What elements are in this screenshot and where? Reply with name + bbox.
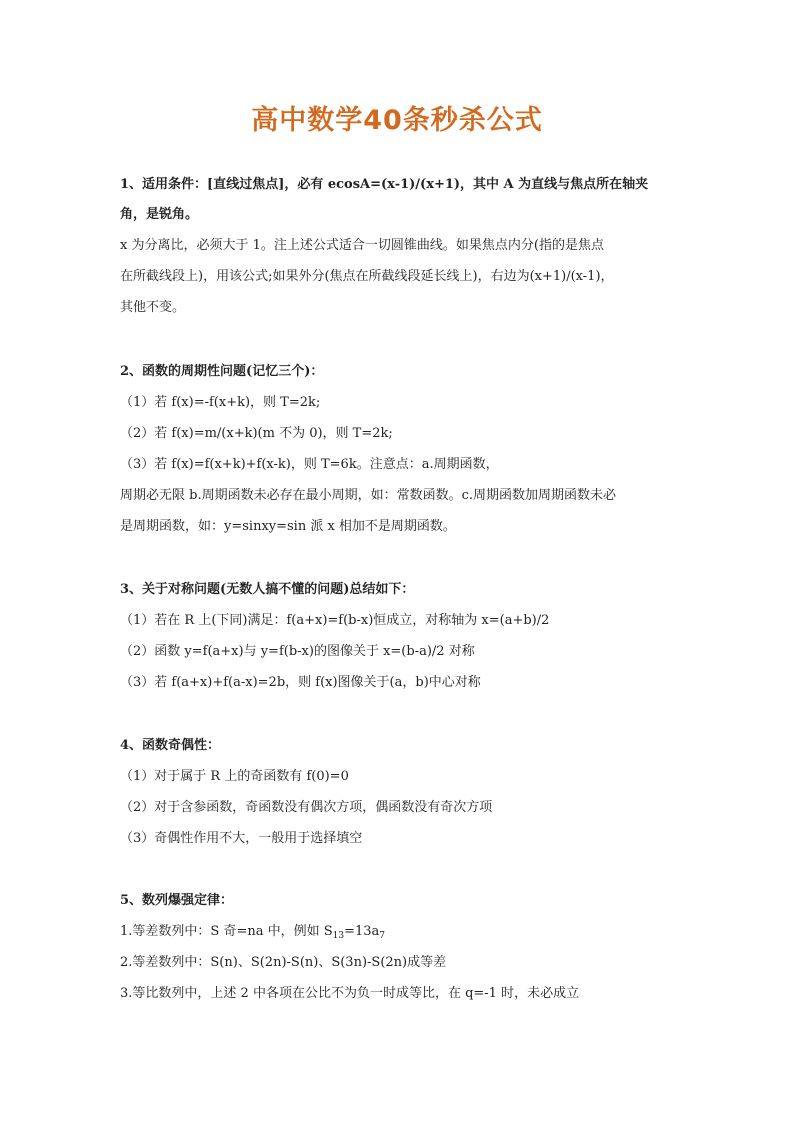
section-4-item-3: （3）奇偶性作用不大，一般用于选择填空 (120, 831, 363, 846)
section-3-item-3: （3）若 f(a+x)+f(a-x)=2b，则 f(x)图像关于(a，b)中心对称 (120, 675, 481, 690)
section-4-item-2: （2）对于含参函数，奇函数没有偶次方项，偶函数没有奇次方项 (120, 800, 493, 815)
section-4-heading: 4、函数奇偶性： (120, 738, 221, 753)
page-title: 高中数学40条秒杀公式 (251, 105, 543, 136)
section-5-item-2: 2.等差数列中：S(n)、S(2n)-S(n)、S(3n)-S(2n)成等差 (120, 955, 447, 970)
section-3-item-1: （1）若在 R 上(下同)满足：f(a+x)=f(b-x)恒成立，对称轴为 x=(a+b)/2 (120, 613, 550, 628)
subscript-7: 7 (379, 931, 386, 941)
section-2-text-line-1: 周期必无限 b.周期函数未必存在最小周期，如：常数函数。c.周期函数加周期函数未必 (120, 488, 617, 503)
section-5-item-1-mid: =13a (344, 924, 380, 939)
section-2-text-line-2: 是周期函数，如：y=sinxy=sin 派 x 相加不是周期函数。 (120, 519, 456, 534)
subscript-13: 13 (332, 931, 345, 941)
section-2-heading: 2、函数的周期性问题(记忆三个)： (120, 364, 324, 379)
section-5-heading: 5、数列爆强定律： (120, 893, 234, 908)
section-1-text-line-3: 其他不变。 (120, 300, 186, 315)
section-2-item-2: （2）若 f(x)=m/(x+k)(m 不为 0)，则 T=2k; (120, 426, 393, 441)
section-5-item-3: 3.等比数列中，上述 2 中各项在公比不为负一时成等比，在 q=-1 时，未必成立 (120, 986, 580, 1001)
section-5-item-1-prefix: 1.等差数列中：S 奇=na 中，例如 S (120, 924, 333, 939)
section-1-text-line-2: 在所截线段上)，用该公式;如果外分(焦点在所截线段延长线上)，右边为(x+1)/(x-1)， (120, 269, 614, 284)
section-2-item-1: （1）若 f(x)=-f(x+k)，则 T=2k; (120, 395, 321, 410)
section-5-item-1 (120, 922, 680, 942)
section-2-item-3: （3）若 f(x)=f(x+k)+f(x-k)，则 T=6k。注意点：a.周期函数， (120, 457, 499, 472)
section-4-item-1: （1）对于属于 R 上的奇函数有 f(0)=0 (120, 769, 349, 784)
section-3-item-2: （2）函数 y=f(a+x)与 y=f(b-x)的图像关于 x=(b-a)/2 对称 (120, 644, 475, 659)
section-1-heading-line-1: 1、适用条件：[直线过焦点]，必有 ecosA=(x-1)/(x+1)，其中 A 为直线与焦点所在轴夹 (120, 177, 649, 192)
section-1-text-line-1: x 为分离比，必须大于 1。注上述公式适合一切圆锥曲线。如果焦点内分(指的是焦点 (120, 238, 604, 253)
section-3-heading: 3、关于对称问题(无数人搞不懂的问题)总结如下： (120, 582, 415, 597)
section-1-heading-line-2: 角，是锐角。 (120, 207, 199, 222)
